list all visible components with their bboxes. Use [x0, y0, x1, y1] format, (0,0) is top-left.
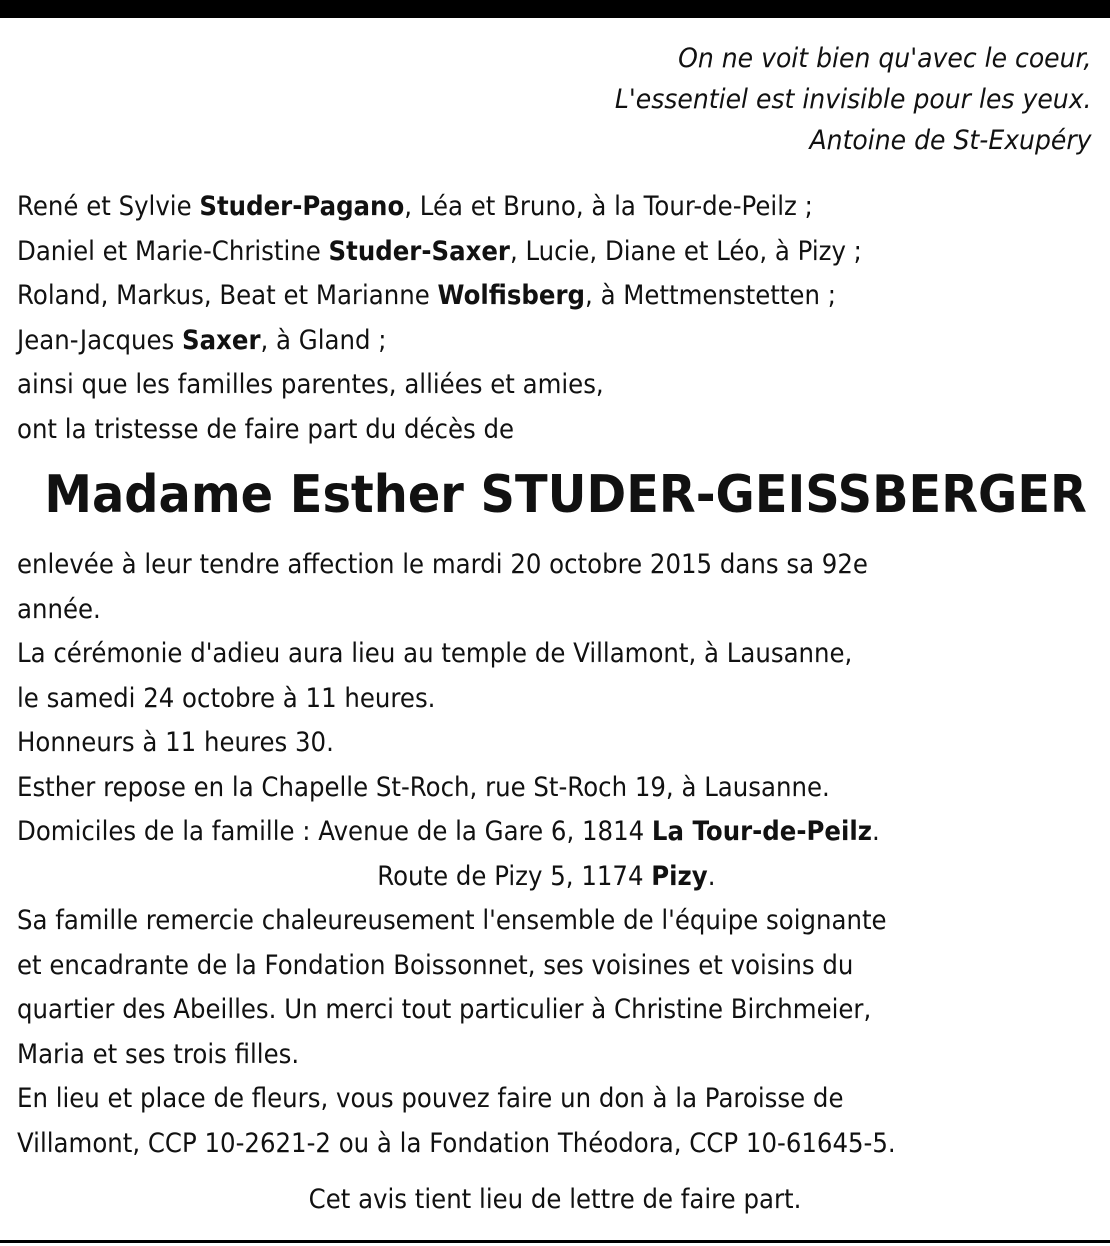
- thanks-line: quartier des Abeilles. Un merci tout particulier à Christine Birchmeier,: [17, 994, 872, 1025]
- domicile-line: [17, 810, 896, 855]
- domicile-address: Domiciles de la famille : Avenue de la Gare 6, 1814: [17, 816, 652, 847]
- family-place: , Lucie, Diane et Léo, à Pizy ;: [509, 235, 862, 267]
- notice-details: [17, 543, 896, 1166]
- honours-line: Honneurs à 11 heures 30.: [17, 727, 334, 758]
- family-surname: Wolfisberg: [437, 280, 586, 311]
- domicile-town: La Tour-de-Peilz: [651, 816, 872, 847]
- domicile-address: Route de Pizy 5, 1174: [377, 860, 652, 892]
- family-surname: Studer-Pagano: [199, 191, 405, 222]
- thanks-line: et encadrante de la Fondation Boissonnet, ses voisines et voisins du: [17, 949, 854, 981]
- family-list: [17, 185, 862, 452]
- deceased-name: Madame Esther STUDER-GEISSBERGER: [44, 465, 1087, 525]
- ceremony-line: La cérémonie d'adieu aura lieu au temple de Villamont, à Lausanne,: [17, 638, 853, 669]
- death-line: enlevée à leur tendre affection le mardi 20 octobre 2015 dans sa 92e: [17, 549, 868, 580]
- quote-author: Antoine de St-Exupéry: [809, 125, 1092, 156]
- epigraph-quote: [615, 38, 1092, 161]
- death-line: année.: [17, 593, 101, 625]
- family-surname: Saxer: [182, 324, 261, 356]
- thanks-line: Maria et ses trois filles.: [17, 1038, 300, 1070]
- family-place: , à Mettmenstetten ;: [585, 280, 836, 311]
- rests-line: Esther repose en la Chapelle St-Roch, rue St-Roch 19, à Lausanne.: [17, 771, 830, 803]
- family-names: René et Sylvie: [17, 191, 200, 222]
- family-names: Roland, Markus, Beat et Marianne: [17, 280, 438, 311]
- ceremony-line: le samedi 24 octobre à 11 heures.: [17, 682, 436, 714]
- family-names: Daniel et Marie-Christine: [17, 235, 329, 267]
- bottom-border-rule: [0, 1240, 1110, 1243]
- family-place: , à Gland ;: [260, 324, 387, 356]
- family-line: [17, 230, 862, 275]
- closing-note: Cet avis tient lieu de lettre de faire part.: [308, 1184, 802, 1215]
- family-names: Jean-Jacques: [17, 324, 183, 356]
- thanks-line: Sa famille remercie chaleureusement l'ensemble de l'équipe soignante: [17, 905, 887, 936]
- family-place: , Léa et Bruno, à la Tour-de-Peilz ;: [404, 191, 813, 222]
- intro-line: ont la tristesse de faire part du décès de: [17, 413, 515, 445]
- domicile-punct: .: [707, 860, 716, 892]
- quote-line: On ne voit bien qu'avec le coeur,: [678, 43, 1092, 74]
- domicile-town: Pizy: [651, 860, 708, 892]
- family-line: [17, 274, 862, 319]
- donation-line: En lieu et place de fleurs, vous pouvez faire un don à la Paroisse de: [17, 1083, 844, 1114]
- quote-line: L'essentiel est invisible pour les yeux.: [615, 84, 1092, 115]
- domicile-line: [17, 855, 896, 900]
- domicile-punct: .: [871, 816, 880, 847]
- family-line: [17, 185, 862, 230]
- donation-line: Villamont, CCP 10-2621-2 ou à la Fondation Théodora, CCP 10-61645-5.: [17, 1127, 896, 1159]
- intro-line: ainsi que les familles parentes, alliées et amies,: [17, 369, 604, 400]
- family-line: [17, 319, 862, 364]
- top-border-rule: [0, 0, 1110, 18]
- family-surname: Studer-Saxer: [328, 235, 510, 267]
